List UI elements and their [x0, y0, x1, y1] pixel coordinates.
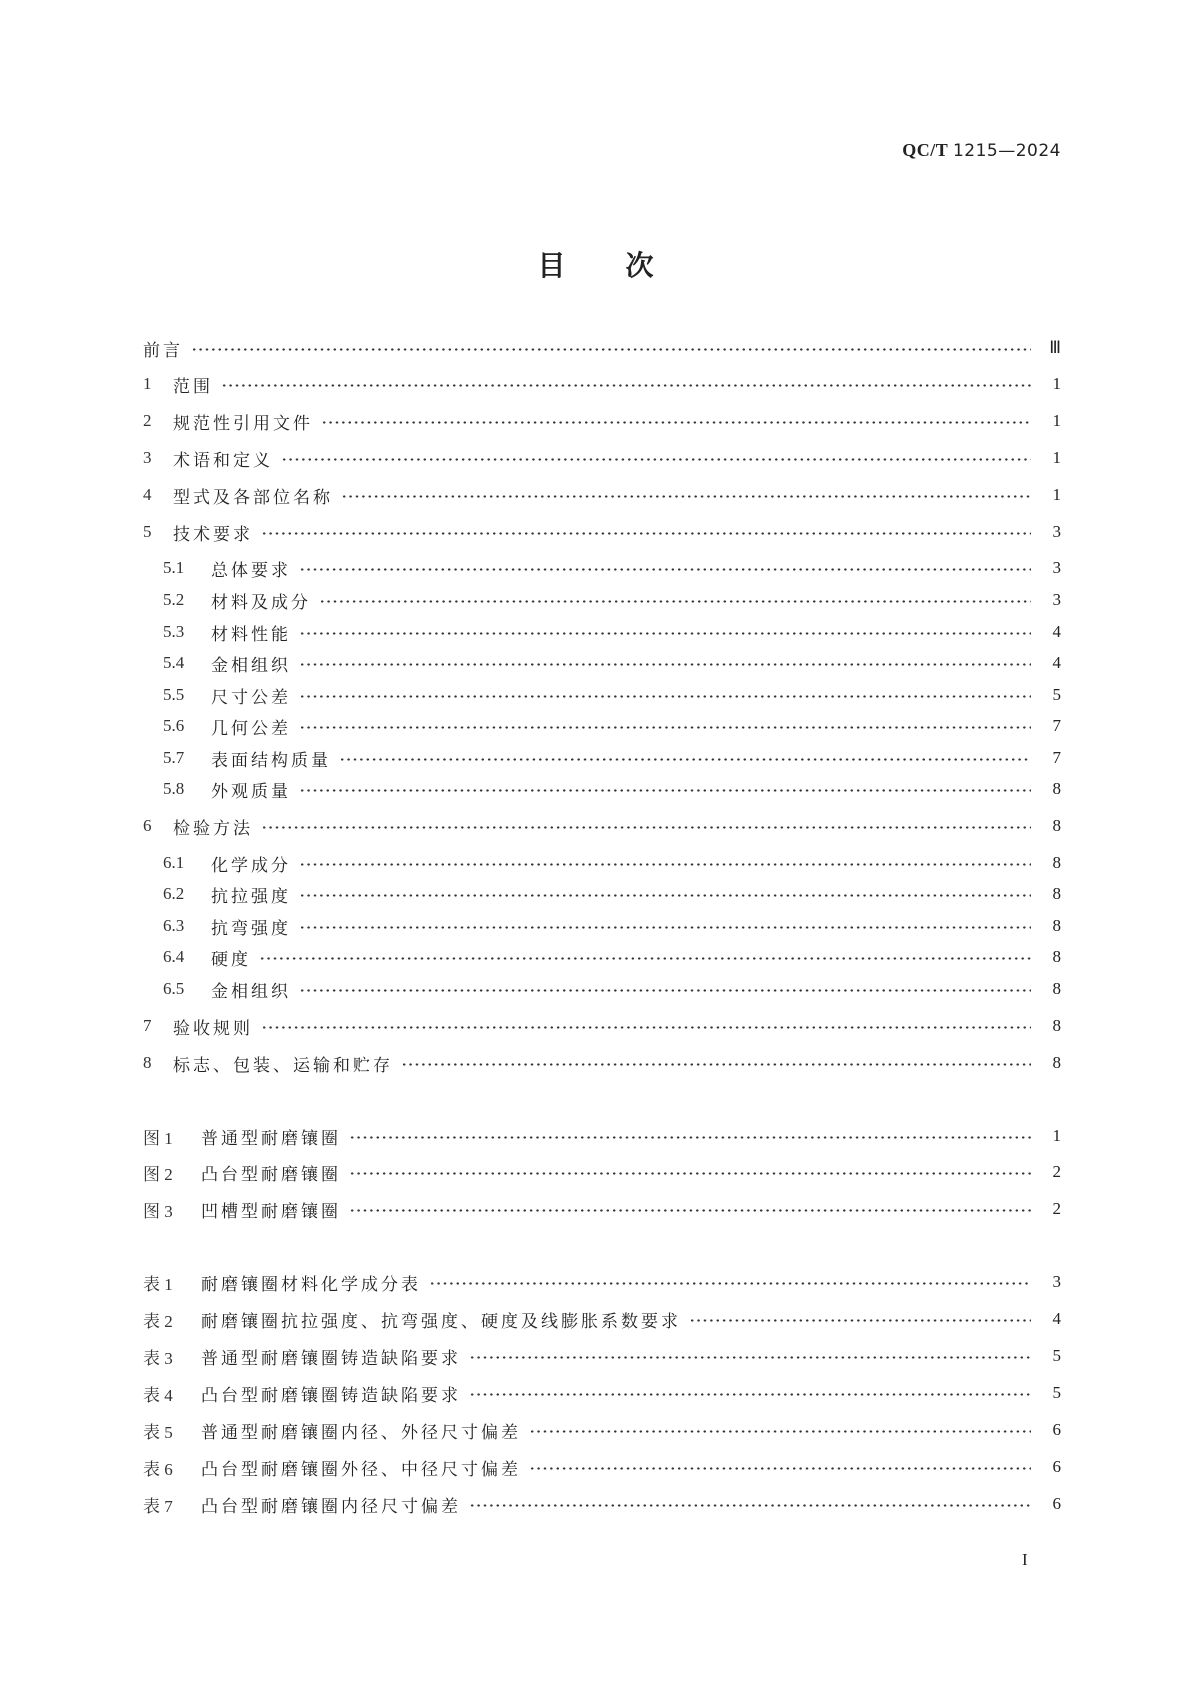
toc-entry[interactable] — [143, 588, 1061, 612]
toc-entry[interactable] — [143, 1418, 1061, 1442]
toc-entry-label: 验收规则 — [173, 1018, 253, 1039]
toc-entry-page: 6 — [1052, 1420, 1061, 1439]
toc-entry-label: 抗拉强度 — [211, 886, 291, 907]
toc-entry-label: 表面结构质量 — [211, 750, 331, 771]
toc-entry-page: 4 — [1052, 622, 1061, 641]
toc-entry-page: 8 — [1052, 947, 1061, 966]
page-title: 目次 — [537, 249, 714, 282]
page-number: I — [1022, 1550, 1028, 1569]
leader-dots — [469, 1492, 1031, 1516]
toc-entry-page: 5 — [1052, 685, 1061, 704]
toc-entry-page: 3 — [1052, 522, 1061, 541]
toc-entry-number: 6.5 — [163, 979, 185, 998]
toc-entry-number: 5.8 — [163, 779, 185, 798]
toc-entry-label: 材料性能 — [211, 624, 291, 645]
toc-entry-label: 术语和定义 — [173, 450, 273, 471]
toc-entry-label: 总体要求 — [211, 560, 291, 581]
toc-entry[interactable] — [143, 746, 1061, 770]
toc-entry-number: 3 — [143, 448, 152, 467]
leader-dots — [299, 620, 1031, 644]
toc-entry-label: 技术要求 — [173, 524, 253, 545]
toc-entry-page: 5 — [1052, 1346, 1061, 1365]
toc-entry-page: 1 — [1052, 485, 1061, 504]
toc-entry-page: 8 — [1052, 1016, 1061, 1035]
toc-entry-number: 5.3 — [163, 622, 185, 641]
toc-entry-number: 1 — [143, 374, 152, 393]
toc-entry-number: 表 4 — [143, 1385, 173, 1405]
toc-entry-page: 6 — [1052, 1457, 1061, 1476]
toc-entry[interactable] — [143, 556, 1061, 580]
toc-entry-number: 2 — [143, 411, 152, 430]
toc-entry-page: 5 — [1052, 1383, 1061, 1402]
leader-dots — [299, 556, 1031, 580]
toc-entry-number: 8 — [143, 1053, 152, 1072]
toc-entry-number: 表 1 — [143, 1274, 173, 1294]
toc-entry-label: 普通型耐磨镶圈内径、外径尺寸偏差 — [201, 1422, 521, 1443]
leader-dots — [349, 1197, 1031, 1221]
toc-entry-label: 普通型耐磨镶圈铸造缺陷要求 — [201, 1348, 461, 1369]
toc-entry-page: 7 — [1052, 748, 1061, 767]
toc-entry-label: 抗弯强度 — [211, 918, 291, 939]
leader-dots — [349, 1160, 1031, 1184]
toc-entry-number: 表 6 — [143, 1459, 173, 1479]
toc-entry[interactable] — [143, 1051, 1061, 1075]
toc-entry-page: 8 — [1052, 1053, 1061, 1072]
toc-entry-page: 2 — [1052, 1162, 1061, 1181]
toc-entry-page: 1 — [1052, 374, 1061, 393]
toc-entry-label: 耐磨镶圈材料化学成分表 — [201, 1274, 421, 1295]
leader-dots — [299, 651, 1031, 675]
toc-entry-number: 7 — [143, 1016, 152, 1035]
toc-entry[interactable] — [143, 1307, 1061, 1331]
toc-entry-label: 金相组织 — [211, 655, 291, 676]
toc-entry-label: 外观质量 — [211, 781, 291, 802]
toc-entry-label: 凸台型耐磨镶圈内径尺寸偏差 — [201, 1496, 461, 1517]
toc-entry-label: 前言 — [143, 340, 183, 361]
leader-dots — [401, 1051, 1031, 1075]
leader-dots — [299, 777, 1031, 801]
toc-entry-number: 5.4 — [163, 653, 185, 672]
toc-entry-page: 8 — [1052, 779, 1061, 798]
toc-entry-label: 凸台型耐磨镶圈铸造缺陷要求 — [201, 1385, 461, 1406]
toc-entry[interactable] — [143, 1014, 1061, 1038]
leader-dots — [221, 372, 1031, 396]
toc-entry-page: 8 — [1052, 979, 1061, 998]
leader-dots — [299, 914, 1031, 938]
toc-entry-label: 尺寸公差 — [211, 687, 291, 708]
toc-entry-page: 3 — [1052, 1272, 1061, 1291]
toc-entry[interactable] — [143, 336, 1061, 360]
toc-entry-number: 6 — [143, 816, 152, 835]
standard-prefix: QC/T — [902, 140, 948, 160]
toc-entry[interactable] — [143, 1492, 1061, 1516]
leader-dots — [299, 851, 1031, 875]
toc-entry-number: 5.6 — [163, 716, 185, 735]
toc-entry[interactable] — [143, 651, 1061, 675]
toc-entry[interactable] — [143, 1381, 1061, 1405]
toc-entry-number: 5.7 — [163, 748, 185, 767]
toc-entry-number: 6.3 — [163, 916, 185, 935]
leader-dots — [429, 1270, 1031, 1294]
leader-dots — [299, 714, 1031, 738]
toc-entry-number: 表 5 — [143, 1422, 173, 1442]
toc-entry-label: 材料及成分 — [211, 592, 311, 613]
toc-entry-page: 7 — [1052, 716, 1061, 735]
toc-entry[interactable] — [143, 620, 1061, 644]
standard-code — [902, 140, 1061, 161]
toc-entry[interactable] — [143, 683, 1061, 707]
leader-dots — [689, 1307, 1031, 1331]
toc-entry-label: 范围 — [173, 376, 213, 397]
toc-entry-page: 1 — [1052, 448, 1061, 467]
toc-entry[interactable] — [143, 945, 1061, 969]
toc-entry-label: 普通型耐磨镶圈 — [201, 1128, 341, 1149]
toc-entry[interactable] — [143, 1160, 1061, 1184]
leader-dots — [319, 588, 1031, 612]
toc-entry[interactable] — [143, 1270, 1061, 1294]
toc-entry-page: 1 — [1052, 411, 1061, 430]
leader-dots — [299, 977, 1031, 1001]
toc-entry-page: 2 — [1052, 1199, 1061, 1218]
toc-entry-number: 5.5 — [163, 685, 185, 704]
toc-entry-number: 6.1 — [163, 853, 185, 872]
leader-dots — [339, 746, 1031, 770]
toc-entry-label: 凸台型耐磨镶圈外径、中径尺寸偏差 — [201, 1459, 521, 1480]
toc-entry-number: 5 — [143, 522, 152, 541]
toc-entry-number: 图 3 — [143, 1201, 173, 1221]
toc-entry[interactable] — [143, 914, 1061, 938]
standard-number: 1215—2024 — [952, 141, 1061, 161]
toc-entry[interactable] — [143, 814, 1061, 838]
toc-entry-number: 5.2 — [163, 590, 185, 609]
toc-entry[interactable] — [143, 1197, 1061, 1221]
leader-dots — [261, 1014, 1031, 1038]
toc-entry-label: 规范性引用文件 — [173, 413, 313, 434]
toc-entry[interactable] — [143, 372, 1061, 396]
leader-dots — [349, 1124, 1031, 1148]
leader-dots — [191, 336, 1031, 360]
toc-entry-label: 检验方法 — [173, 818, 253, 839]
toc-entry[interactable] — [143, 446, 1061, 470]
toc-entry-number: 4 — [143, 485, 152, 504]
toc-entry[interactable] — [143, 977, 1061, 1001]
toc-entry[interactable] — [143, 777, 1061, 801]
toc-entry[interactable] — [143, 714, 1061, 738]
toc-entry[interactable] — [143, 1344, 1061, 1368]
toc-entry-page: 3 — [1052, 590, 1061, 609]
leader-dots — [261, 520, 1031, 544]
leader-dots — [469, 1381, 1031, 1405]
toc-entry-label: 凹槽型耐磨镶圈 — [201, 1201, 341, 1222]
toc-entry-page: 8 — [1052, 853, 1061, 872]
toc-entry[interactable] — [143, 1455, 1061, 1479]
toc-entry[interactable] — [143, 882, 1061, 906]
toc-entry-page: 1 — [1052, 1126, 1061, 1145]
toc-entry-number: 图 1 — [143, 1128, 173, 1148]
toc-entry-number: 6.4 — [163, 947, 185, 966]
toc-entry[interactable] — [143, 851, 1061, 875]
leader-dots — [259, 945, 1031, 969]
toc-entry-page: Ⅲ — [1049, 338, 1061, 357]
toc-entry-page: 6 — [1052, 1494, 1061, 1513]
toc-entry-number: 6.2 — [163, 884, 185, 903]
toc-entry-number: 表 7 — [143, 1496, 173, 1516]
toc-entry-number: 表 2 — [143, 1311, 173, 1331]
leader-dots — [469, 1344, 1031, 1368]
leader-dots — [261, 814, 1031, 838]
leader-dots — [341, 483, 1031, 507]
toc-entry-page: 8 — [1052, 816, 1061, 835]
toc-entry-page: 4 — [1052, 653, 1061, 672]
leader-dots — [321, 409, 1031, 433]
toc-entry[interactable] — [143, 1124, 1061, 1148]
toc-entry[interactable] — [143, 520, 1061, 544]
toc-entry-label: 金相组织 — [211, 981, 291, 1002]
toc-entry[interactable] — [143, 409, 1061, 433]
toc-entry-label: 耐磨镶圈抗拉强度、抗弯强度、硬度及线膨胀系数要求 — [201, 1311, 681, 1332]
toc-entry-label: 几何公差 — [211, 718, 291, 739]
leader-dots — [299, 683, 1031, 707]
leader-dots — [299, 882, 1031, 906]
toc-entry-label: 标志、包装、运输和贮存 — [173, 1055, 393, 1076]
toc-entry-number: 图 2 — [143, 1164, 173, 1184]
toc-entry-label: 化学成分 — [211, 855, 291, 876]
toc-entry[interactable] — [143, 483, 1061, 507]
toc-entry-page: 8 — [1052, 884, 1061, 903]
toc-entry-number: 表 3 — [143, 1348, 173, 1368]
toc-entry-page: 8 — [1052, 916, 1061, 935]
leader-dots — [529, 1418, 1031, 1442]
toc-entry-label: 型式及各部位名称 — [173, 487, 333, 508]
toc-entry-page: 3 — [1052, 558, 1061, 577]
toc-entry-page: 4 — [1052, 1309, 1061, 1328]
toc-entry-label: 凸台型耐磨镶圈 — [201, 1164, 341, 1185]
toc-entry-number: 5.1 — [163, 558, 185, 577]
leader-dots — [529, 1455, 1031, 1479]
leader-dots — [281, 446, 1031, 470]
toc-entry-label: 硬度 — [211, 949, 251, 970]
